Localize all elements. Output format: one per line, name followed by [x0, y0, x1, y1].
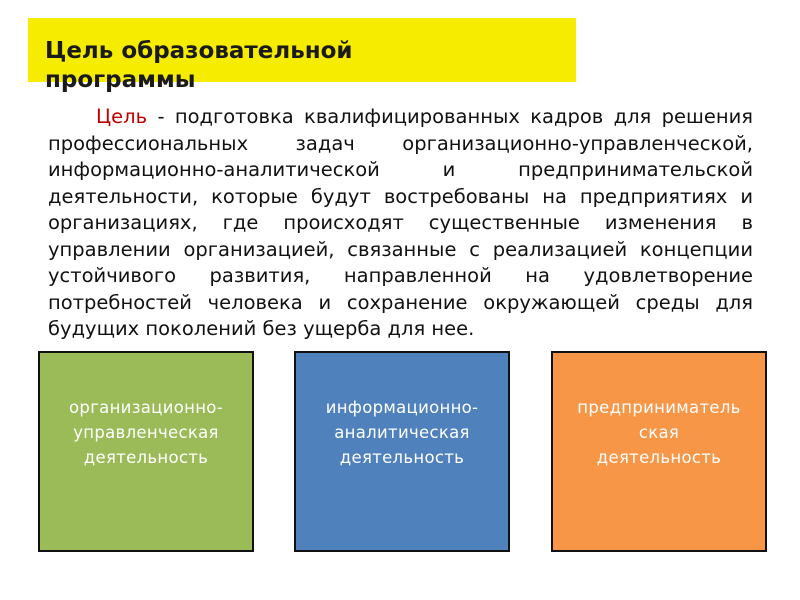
activity-box-organizational-management: [38, 351, 254, 552]
slide-title: Цель образовательной программы: [45, 38, 353, 93]
activity-label-organizational-management: организационно- управленческая деятельность: [69, 398, 223, 467]
activity-box-information-analytical: [294, 351, 510, 552]
activity-label-information-analytical: информационно- аналитическая деятельность: [325, 398, 479, 467]
goal-lead-word: Цель: [96, 105, 148, 128]
goal-description: - подготовка квалифицированных кадров для решения профессиональных задач организационно-управленческой, информационно-аналитической и предпринимательской деятельности, которые будут востребованы на предприятиях и организациях, где происходят существенные изменения в управлении организацией, связанные с реализацией концепции устойчивого развития, направленной на удовлетворение потребностей человека и сохранение окружающей среды для будущих поколений без ущерба для нее.: [48, 105, 753, 340]
activity-label-entrepreneurial: предприниматель ская деятельность: [577, 398, 741, 467]
goal-paragraph: [48, 104, 753, 343]
activity-box-entrepreneurial: [551, 351, 767, 552]
